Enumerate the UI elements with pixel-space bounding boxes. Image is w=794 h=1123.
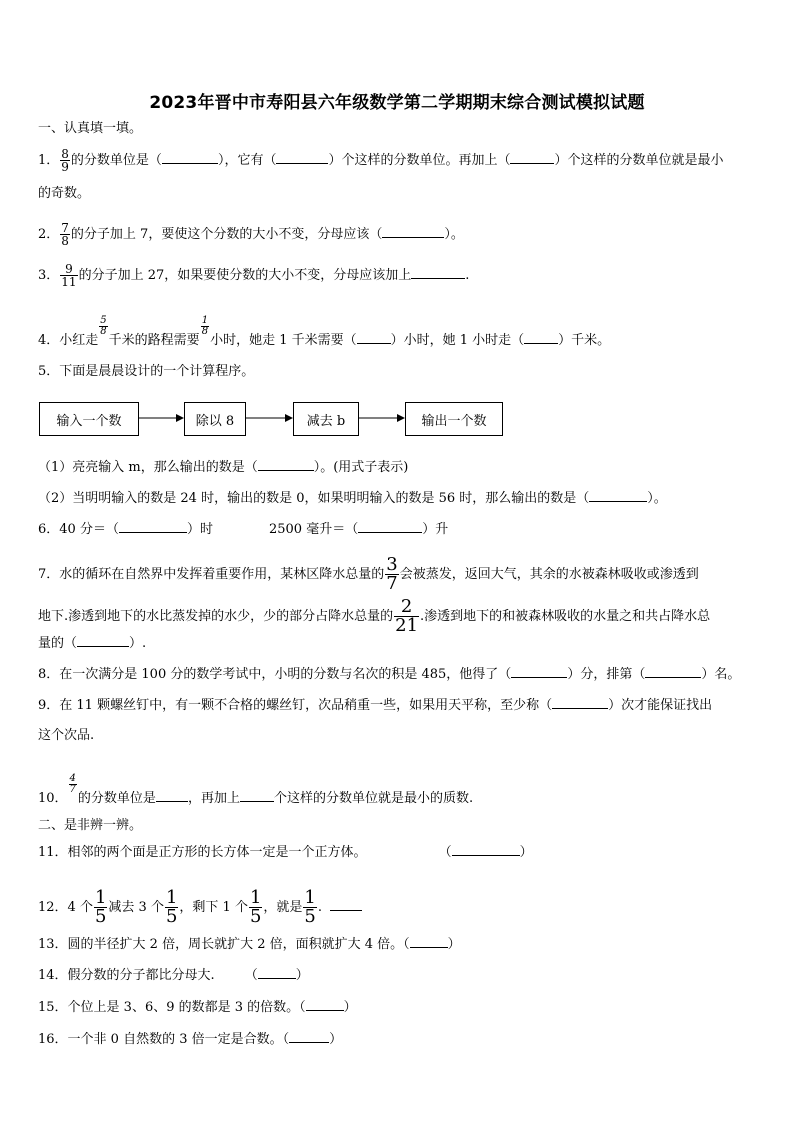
question-16: 16．一个非 0 自然数的 3 倍一定是合数。（ ）	[38, 1032, 343, 1047]
answer-blank[interactable]	[552, 696, 608, 709]
answer-blank[interactable]	[119, 520, 187, 533]
section-1-heading: 一、认真填一填。	[38, 121, 143, 136]
question-5-sub-1: （1）亮亮输入 m，那么输出的数是（ ）。(用式子表示)	[38, 460, 409, 475]
fraction: $\frac{9}{11}$	[61, 262, 77, 289]
answer-blank[interactable]	[306, 998, 344, 1011]
question-14: 14．假分数的分子都比分母大. （ ）	[38, 968, 309, 983]
fraction: $\frac{1}{5}$	[304, 887, 316, 927]
question-15: 15．个位上是 3、6、9 的数都是 3 的倍数。（ ）	[38, 1000, 357, 1015]
fraction: $\frac{7}{8}$	[61, 221, 69, 248]
question-1: 1． $\frac{8}{9}$ 的分数单位是（ ），它有（ ）个这样的分数单位。再加上（ ）个这样的分数单位就是最小	[38, 147, 724, 174]
question-9: 9．在 11 颗螺丝钉中，有一颗不合格的螺丝钉，次品稍重一些，如果用天平称，至少称（ ）次才能保证找出	[38, 698, 713, 713]
answer-blank[interactable]	[240, 789, 274, 802]
flow-box-output: 输出一个数	[405, 402, 503, 436]
fraction-italic: $\frac{4}{7}$	[69, 773, 76, 795]
question-8: 8．在一次满分是 100 分的数学考试中，小明的分数与名次的积是 485，他得了（ ）分，排第（ ）名。	[38, 667, 741, 682]
answer-blank[interactable]	[258, 458, 314, 471]
fraction: $\frac{2}{21}$	[395, 596, 419, 636]
fraction: $\frac{8}{9}$	[61, 147, 69, 174]
question-12: 12．4 个 $\frac{1}{5}$ 减去 3 个 $\frac{1}{5}$ ，剩下 1 个 $\frac{1}{5}$ ，就是 $\frac{1}{5}$ .	[38, 889, 362, 926]
question-1-cont: 的奇数。	[38, 186, 91, 201]
flow-box-divide: 除以 8	[184, 402, 246, 436]
question-7: 7．水的循环在自然界中发挥着重要作用，某林区降水总量的 $\frac{3}{7}$ 会被蒸发，返回大气，其余的水被森林吸收或渗透到	[38, 554, 699, 594]
answer-blank[interactable]	[77, 634, 129, 647]
question-2: 2． $\frac{7}{8}$ 的分子加上 7，要使这个分数的大小不变，分母应该（ ）。	[38, 221, 464, 248]
section-2-heading: 二、是非辨一辨。	[38, 818, 143, 833]
question-7-cont: 地下.渗透到地下的水比蒸发掉的水少，少的部分占降水总量的 $\frac{2}{21}$ .渗透到地下的和被森林吸收的水量之和共占降水总	[38, 596, 711, 636]
question-13: 13．圆的半径扩大 2 倍，周长就扩大 2 倍，面积就扩大 4 倍。（ ）	[38, 937, 461, 952]
answer-blank[interactable]	[289, 1030, 329, 1043]
question-4: 4．小红走 $\frac{5}{8}$ 千米的路程需要 $\frac{1}{8}$ 小时，她走 1 千米需要（ ）小时，她 1 小时走（ ）千米。	[38, 315, 611, 348]
page-title: 2023年晋中市寿阳县六年级数学第二学期期末综合测试模拟试题	[149, 93, 645, 113]
question-5: 5．下面是晨晨设计的一个计算程序。	[38, 364, 255, 379]
answer-blank[interactable]	[358, 520, 422, 533]
question-3: 3． $\frac{9}{11}$ 的分子加上 27，如果要使分数的大小不变，分母应该加上 .	[38, 262, 470, 289]
fraction: $\frac{1}{5}$	[249, 887, 262, 927]
fraction: $\frac{1}{5}$	[94, 887, 107, 927]
answer-blank[interactable]	[589, 489, 647, 502]
answer-blank[interactable]	[511, 665, 567, 678]
fraction: $\frac{1}{5}$	[165, 887, 178, 927]
question-9-cont: 这个次品.	[38, 728, 95, 743]
answer-blank[interactable]	[452, 843, 520, 856]
flow-box-input: 输入一个数	[39, 402, 139, 436]
question-11: 11．相邻的两个面是正方形的长方体一定是一个正方体。 （ ）	[38, 845, 533, 860]
fraction-italic: $\frac{1}{8}$	[201, 315, 209, 337]
question-10: 10． $\frac{4}{7}$ 的分数单位是 ，再加上 个这样的分数单位就是最小的质数.	[38, 773, 474, 806]
question-7-cont-2: 量的（ ）.	[38, 636, 147, 651]
answer-blank[interactable]	[156, 789, 188, 802]
fraction: $\frac{3}{7}$	[386, 554, 398, 594]
answer-blank[interactable]	[410, 935, 448, 948]
question-6: 6．40 分＝（ ）时 2500 毫升＝（ ）升	[38, 522, 449, 537]
answer-blank[interactable]	[258, 966, 296, 979]
answer-blank[interactable]	[645, 665, 701, 678]
fraction-italic: $\frac{5}{8}$	[100, 315, 107, 337]
answer-blank[interactable]	[330, 898, 362, 911]
flow-box-subtract: 减去 b	[293, 402, 359, 436]
question-number: 1．	[38, 153, 60, 168]
question-5-sub-2: （2）当明明输入的数是 24 时，输出的数是 0，如果明明输入的数是 56 时，那么输出的数是（ ）。	[38, 491, 667, 506]
